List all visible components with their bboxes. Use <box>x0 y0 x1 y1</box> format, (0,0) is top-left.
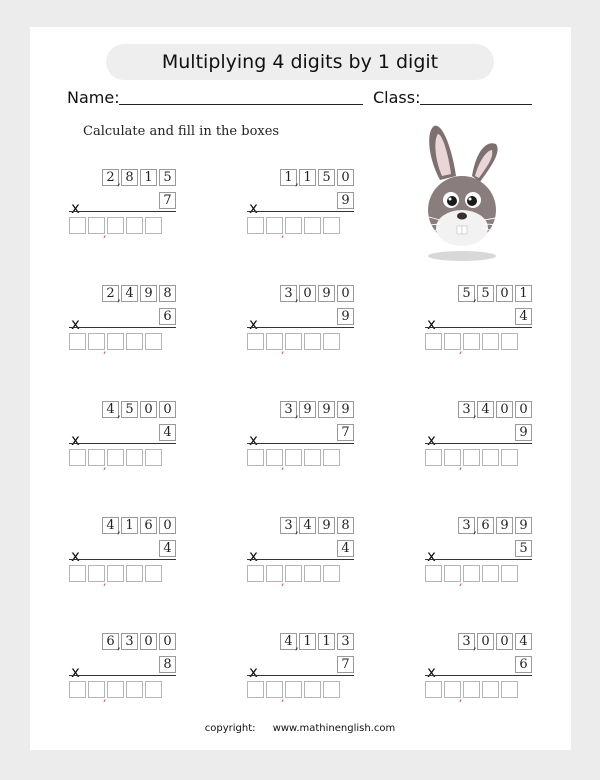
answer-box[interactable] <box>323 449 340 466</box>
answer-comma: , <box>459 691 463 704</box>
answer-boxes <box>425 681 520 698</box>
digit-value: 1 <box>303 170 312 185</box>
answer-rule <box>69 327 176 328</box>
digit-box <box>473 633 494 652</box>
digit-box <box>117 169 138 188</box>
digit-box: 8 <box>337 517 354 534</box>
answer-boxes <box>247 217 342 234</box>
digit-value: 5 <box>481 286 490 301</box>
answer-box[interactable] <box>247 217 264 234</box>
multiplicand <box>456 401 532 418</box>
problem-6 <box>66 401 176 476</box>
times-sign: x <box>427 547 436 565</box>
answer-box[interactable] <box>304 333 321 350</box>
times-sign: x <box>249 315 258 333</box>
answer-box[interactable] <box>425 449 442 466</box>
answer-box[interactable] <box>482 333 499 350</box>
digit-box: 0 <box>515 401 532 418</box>
answer-comma: , <box>103 343 107 356</box>
times-sign: x <box>71 663 80 681</box>
digit-box: 4 <box>515 633 532 650</box>
digit-box: 9 <box>318 285 335 302</box>
answer-box[interactable] <box>463 333 480 350</box>
multiplicand <box>100 169 176 186</box>
class-field[interactable] <box>420 104 532 105</box>
answer-box[interactable] <box>501 333 518 350</box>
multiplicand <box>100 633 176 650</box>
digit-box: 5 <box>318 169 335 186</box>
digit-box: 9 <box>318 517 335 534</box>
name-label: Name: <box>67 88 120 107</box>
times-sign: x <box>427 431 436 449</box>
answer-box[interactable] <box>69 565 86 582</box>
answer-boxes <box>247 681 342 698</box>
digit-value: 8 <box>125 170 134 185</box>
digit-value: 4 <box>125 286 134 301</box>
digit-box <box>473 401 494 420</box>
multiplicand <box>278 517 354 534</box>
digit-value: 0 <box>481 634 490 649</box>
digit-box: 1 <box>140 169 157 186</box>
answer-box[interactable] <box>304 217 321 234</box>
answer-box[interactable] <box>304 681 321 698</box>
multiplicand <box>100 517 176 534</box>
answer-boxes <box>425 333 520 350</box>
name-class-row <box>67 88 537 110</box>
digit-value: 4 <box>303 518 312 533</box>
digit-box <box>473 517 494 536</box>
problem-3 <box>66 285 176 360</box>
digit-box: 4 <box>102 517 119 534</box>
answer-comma: , <box>459 459 463 472</box>
answer-box[interactable] <box>145 217 162 234</box>
thousands-comma: , <box>295 406 299 420</box>
multiplier-box: 4 <box>159 424 176 441</box>
digit-box: 9 <box>140 285 157 302</box>
problem-5 <box>422 285 532 360</box>
digit-box: 2 <box>102 285 119 302</box>
problem-8 <box>422 401 532 476</box>
digit-value: 1 <box>303 634 312 649</box>
problem-12 <box>66 633 176 708</box>
digit-box: 9 <box>515 517 532 534</box>
answer-box[interactable] <box>107 681 124 698</box>
answer-box[interactable] <box>69 449 86 466</box>
answer-box[interactable] <box>482 449 499 466</box>
answer-rule <box>69 443 176 444</box>
problem-7 <box>244 401 354 476</box>
digit-box: 0 <box>140 401 157 418</box>
digit-box: 0 <box>337 285 354 302</box>
multiplier-box: 7 <box>337 656 354 673</box>
answer-box[interactable] <box>107 217 124 234</box>
website-link[interactable]: www.mathinenglish.com <box>272 723 396 734</box>
digit-box: 9 <box>496 517 513 534</box>
thousands-comma: , <box>117 522 121 536</box>
multiplicand <box>100 285 176 302</box>
times-sign: x <box>427 315 436 333</box>
answer-box[interactable] <box>107 565 124 582</box>
problem-10 <box>244 517 354 592</box>
answer-comma: , <box>281 575 285 588</box>
times-sign: x <box>249 547 258 565</box>
digit-box <box>473 285 494 304</box>
digit-value: 6 <box>481 518 490 533</box>
multiplier-box: 9 <box>515 424 532 441</box>
answer-box[interactable] <box>247 333 264 350</box>
answer-comma: , <box>103 227 107 240</box>
times-sign: x <box>71 315 80 333</box>
digit-box: 0 <box>496 401 513 418</box>
digit-box <box>295 633 316 652</box>
problem-1 <box>66 169 176 244</box>
multiplicand <box>278 401 354 418</box>
answer-box[interactable] <box>425 333 442 350</box>
answer-box[interactable] <box>247 565 264 582</box>
times-sign: x <box>249 431 258 449</box>
answer-box[interactable] <box>145 333 162 350</box>
thousands-comma: , <box>473 406 477 420</box>
digit-box: 3 <box>458 401 475 418</box>
thousands-comma: , <box>295 522 299 536</box>
answer-comma: , <box>103 459 107 472</box>
answer-rule <box>425 443 532 444</box>
digit-box: 6 <box>102 633 119 650</box>
digit-box: 3 <box>458 517 475 534</box>
answer-rule <box>247 211 354 212</box>
answer-comma: , <box>281 459 285 472</box>
digit-value: 9 <box>303 402 312 417</box>
answer-box[interactable] <box>145 681 162 698</box>
answer-comma: , <box>103 575 107 588</box>
answer-box[interactable] <box>285 333 302 350</box>
answer-box[interactable] <box>107 449 124 466</box>
multiplicand <box>278 285 354 302</box>
digit-box: 1 <box>515 285 532 302</box>
answer-boxes <box>69 565 164 582</box>
multiplier-box: 9 <box>337 192 354 209</box>
multiplier-box: 9 <box>337 308 354 325</box>
problem-4 <box>244 285 354 360</box>
thousands-comma: , <box>117 174 121 188</box>
digit-value: 3 <box>125 634 134 649</box>
digit-box <box>117 633 138 652</box>
answer-box[interactable] <box>501 565 518 582</box>
answer-rule <box>247 675 354 676</box>
answer-boxes <box>69 449 164 466</box>
answer-box[interactable] <box>107 333 124 350</box>
digit-box: 0 <box>496 285 513 302</box>
answer-box[interactable] <box>463 681 480 698</box>
times-sign: x <box>427 663 436 681</box>
answer-box[interactable] <box>285 449 302 466</box>
times-sign: x <box>71 547 80 565</box>
answer-box[interactable] <box>126 217 143 234</box>
digit-box <box>295 401 316 420</box>
times-sign: x <box>71 431 80 449</box>
thousands-comma: , <box>473 290 477 304</box>
digit-box: 2 <box>102 169 119 186</box>
thousands-comma: , <box>117 290 121 304</box>
answer-box[interactable] <box>247 449 264 466</box>
answer-box[interactable] <box>323 681 340 698</box>
multiplicand <box>456 285 532 302</box>
thousands-comma: , <box>117 406 121 420</box>
answer-box[interactable] <box>425 681 442 698</box>
answer-box[interactable] <box>501 449 518 466</box>
multiplicand <box>456 517 532 534</box>
answer-box[interactable] <box>69 333 86 350</box>
answer-box[interactable] <box>425 565 442 582</box>
times-sign: x <box>249 663 258 681</box>
answer-box[interactable] <box>304 565 321 582</box>
answer-comma: , <box>459 575 463 588</box>
answer-boxes <box>69 681 164 698</box>
digit-value: 5 <box>125 402 134 417</box>
answer-box[interactable] <box>482 565 499 582</box>
digit-box: 1 <box>318 633 335 650</box>
digit-box: 3 <box>280 401 297 418</box>
digit-box: 9 <box>318 401 335 418</box>
multiplier-box: 5 <box>515 540 532 557</box>
digit-box <box>295 285 316 304</box>
multiplicand <box>278 633 354 650</box>
answer-boxes <box>69 333 164 350</box>
answer-box[interactable] <box>323 565 340 582</box>
digit-box: 4 <box>102 401 119 418</box>
answer-box[interactable] <box>145 565 162 582</box>
name-field[interactable] <box>119 104 363 105</box>
answer-box[interactable] <box>69 217 86 234</box>
digit-box: 9 <box>337 401 354 418</box>
digit-box <box>117 285 138 304</box>
digit-box: 3 <box>458 633 475 650</box>
digit-box: 0 <box>159 517 176 534</box>
answer-rule <box>425 327 532 328</box>
answer-box[interactable] <box>501 681 518 698</box>
answer-boxes <box>247 565 342 582</box>
digit-box: 5 <box>458 285 475 302</box>
digit-box: 3 <box>337 633 354 650</box>
answer-rule <box>247 327 354 328</box>
answer-boxes <box>247 333 342 350</box>
digit-box: 0 <box>159 633 176 650</box>
multiplier-box: 6 <box>515 656 532 673</box>
thousands-comma: , <box>295 638 299 652</box>
copyright-footer <box>0 723 600 734</box>
answer-box[interactable] <box>126 565 143 582</box>
thousands-comma: , <box>473 638 477 652</box>
answer-comma: , <box>459 343 463 356</box>
copyright-label: copyright: <box>204 723 256 734</box>
problem-11 <box>422 517 532 592</box>
digit-value: 0 <box>303 286 312 301</box>
page-title: Multiplying 4 digits by 1 digit <box>106 44 494 80</box>
answer-box[interactable] <box>126 449 143 466</box>
thousands-comma: , <box>117 638 121 652</box>
rabbit-illustration <box>420 118 530 263</box>
answer-rule <box>69 211 176 212</box>
answer-box[interactable] <box>126 681 143 698</box>
digit-value: 4 <box>481 402 490 417</box>
times-sign: x <box>249 199 258 217</box>
multiplier-box: 8 <box>159 656 176 673</box>
digit-value: 1 <box>125 518 134 533</box>
multiplier-box: 4 <box>159 540 176 557</box>
answer-box[interactable] <box>304 449 321 466</box>
answer-comma: , <box>103 691 107 704</box>
multiplicand <box>456 633 532 650</box>
digit-box: 8 <box>159 285 176 302</box>
digit-box: 5 <box>159 169 176 186</box>
answer-comma: , <box>281 691 285 704</box>
answer-box[interactable] <box>285 565 302 582</box>
digit-box: 4 <box>280 633 297 650</box>
thousands-comma: , <box>295 290 299 304</box>
thousands-comma: , <box>295 174 299 188</box>
multiplier-box: 7 <box>159 192 176 209</box>
problem-2 <box>244 169 354 244</box>
multiplier-box: 4 <box>337 540 354 557</box>
answer-box[interactable] <box>323 333 340 350</box>
instruction-text: Calculate and fill in the boxes <box>83 124 280 139</box>
answer-rule <box>425 675 532 676</box>
digit-box: 3 <box>280 517 297 534</box>
digit-box: 6 <box>140 517 157 534</box>
multiplicand <box>100 401 176 418</box>
problem-14 <box>422 633 532 708</box>
answer-rule <box>69 675 176 676</box>
answer-rule <box>425 559 532 560</box>
digit-box <box>295 517 316 536</box>
answer-box[interactable] <box>285 217 302 234</box>
answer-box[interactable] <box>482 681 499 698</box>
answer-boxes <box>425 565 520 582</box>
multiplier-box: 6 <box>159 308 176 325</box>
answer-boxes <box>69 217 164 234</box>
digit-box: 0 <box>140 633 157 650</box>
answer-comma: , <box>281 227 285 240</box>
answer-comma: , <box>281 343 285 356</box>
multiplier-box: 4 <box>515 308 532 325</box>
answer-rule <box>69 559 176 560</box>
digit-box: 3 <box>280 285 297 302</box>
digit-box <box>295 169 316 188</box>
answer-box[interactable] <box>126 333 143 350</box>
digit-box <box>117 401 138 420</box>
times-sign: x <box>71 199 80 217</box>
answer-box[interactable] <box>323 217 340 234</box>
answer-box[interactable] <box>247 681 264 698</box>
digit-box: 0 <box>496 633 513 650</box>
answer-rule <box>247 443 354 444</box>
answer-box[interactable] <box>463 565 480 582</box>
thousands-comma: , <box>473 522 477 536</box>
problem-9 <box>66 517 176 592</box>
digit-box: 1 <box>280 169 297 186</box>
answer-box[interactable] <box>285 681 302 698</box>
answer-rule <box>247 559 354 560</box>
digit-box: 0 <box>159 401 176 418</box>
answer-boxes <box>425 449 520 466</box>
answer-box[interactable] <box>463 449 480 466</box>
digit-box <box>117 517 138 536</box>
problem-13 <box>244 633 354 708</box>
multiplier-box: 7 <box>337 424 354 441</box>
answer-boxes <box>247 449 342 466</box>
multiplicand <box>278 169 354 186</box>
answer-box[interactable] <box>145 449 162 466</box>
answer-box[interactable] <box>69 681 86 698</box>
class-label: Class: <box>373 88 421 107</box>
digit-box: 0 <box>337 169 354 186</box>
